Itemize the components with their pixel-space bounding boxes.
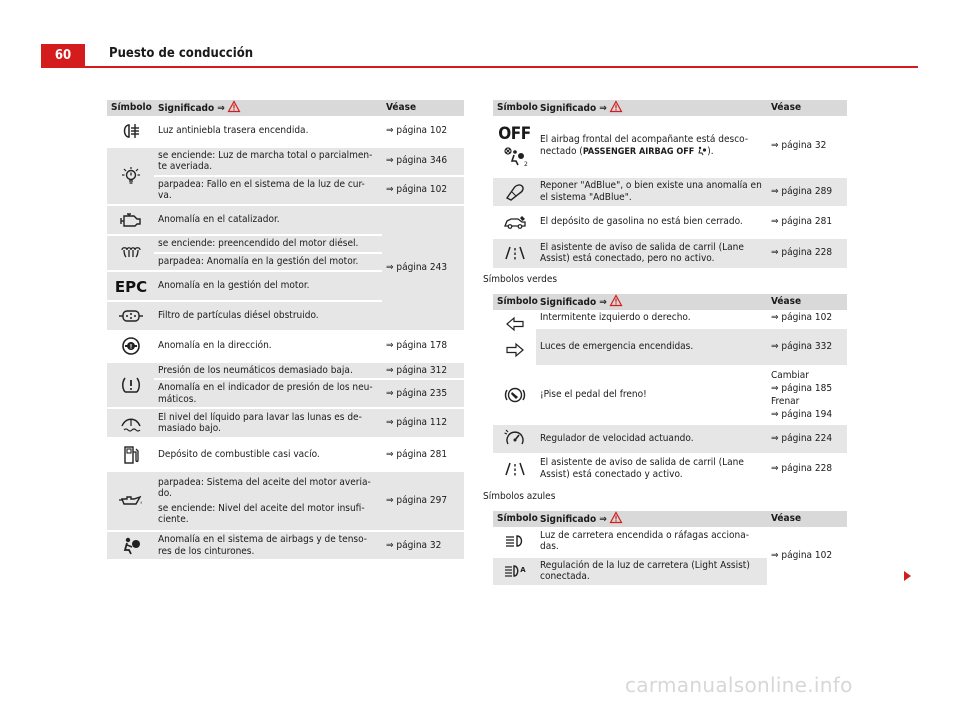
col-symbol: Símbolo [493,511,536,527]
warning-triangle-icon [610,295,622,306]
col-meaning: Significado ⇒ [536,294,767,310]
page-reference: ⇒ página 102 [767,527,847,586]
turn-signal-icons [493,310,536,366]
ref-line: ⇒ página 194 [771,408,833,420]
table-row [493,424,847,454]
fuel-cap-icon [493,207,536,238]
blue-symbol-table [493,511,847,587]
table-row [493,116,847,177]
page-reference: ⇒ página 289 [767,177,847,207]
table-row [493,366,847,424]
lane-assist-active-icon [493,454,536,484]
svg-text:!: ! [129,343,132,351]
row-text: Luz de carretera encendida o ráfagas acciona-das. [536,527,767,557]
continue-arrow-icon [904,571,911,581]
page-reference: ⇒ página 178 [382,331,464,362]
table-row [107,176,464,205]
ref-line: ⇒ página 185 [771,382,833,394]
table-row [493,238,847,269]
warning-triangle-icon [610,512,622,523]
table-row [493,177,847,207]
svg-text:2: 2 [523,160,528,168]
svg-text:EPC: EPC [114,277,147,296]
warning-triangle-icon [610,101,622,112]
page-reference: ⇒ página 224 [767,424,847,454]
airbag-icon [107,531,154,560]
row-text: parpadea: Fallo en el sistema de la luz de cur-va. [154,176,382,205]
ref-line: Frenar [771,395,800,407]
epc-icon [107,271,154,301]
row-text: Anomalía en el sistema de airbags y de tenso-res de los cinturones. [154,531,382,560]
row-text [154,471,382,531]
diesel-particulate-filter-icon [107,301,154,331]
row-text: se enciende: Luz de marcha total o parcialmen-te averiada. [154,147,382,176]
glow-plug-icon [107,235,154,271]
table-row [107,438,464,471]
col-symbol: Símbolo [493,100,536,116]
row-text: Anomalía en el catalizador. [154,205,382,235]
page-reference: ⇒ página 228 [767,454,847,484]
col-symbol: Símbolo [493,294,536,310]
table-row [107,379,464,408]
row-text: Intermitente izquierdo o derecho. [536,310,767,328]
blue-symbols-heading: Símbolos azules [483,491,556,502]
page-reference: ⇒ página 102 [382,116,464,147]
page-reference: ⇒ página 332 [767,328,847,366]
row-text: Anomalía en la gestión del motor. [154,271,382,301]
row-text: El asistente de aviso de salida de carril (Lane Assist) está conectado, pero no activo. [536,238,767,269]
row-text: Filtro de partículas diésel obstruido. [154,301,382,331]
steering-fault-icon [107,331,154,362]
off-label: OFF [498,123,531,144]
lane-assist-icon [493,238,536,269]
catalytic-converter-icon [107,205,154,235]
col-meaning: Significado ⇒ [536,511,767,527]
page-reference: ⇒ página 346 [382,147,464,176]
passenger-airbag-mini-icon [697,146,707,155]
page-reference: ⇒ página 228 [767,238,847,269]
oil-flash-text: parpadea: Sistema del aceite del motor averia-do. [158,476,371,499]
oil-lit-text: se enciende: Nivel del aceite del motor insufi-ciente. [158,502,365,525]
green-symbol-table [493,294,847,485]
page-reference: ⇒ página 281 [767,207,847,238]
row-text: ¡Pise el pedal del freno! [536,366,767,424]
right-symbol-table [493,100,847,270]
bulb-failure-icon [107,147,154,205]
row-text: El airbag frontal del acompañante está desco-nectado (PASSENGER AIRBAG OFF ). [536,116,767,177]
col-see: Véase [767,511,847,527]
row-text: Depósito de combustible casi vacío. [154,438,382,471]
page-title: Puesto de conducción [109,46,254,61]
ref-line: Cambiar [771,369,809,381]
page-number: 60 [41,44,85,68]
row-text: El depósito de gasolina no está bien cerrado. [536,207,767,238]
page-reference: ⇒ página 112 [382,408,464,438]
table-row [493,328,847,366]
page-reference: ⇒ página 235 [382,379,464,408]
col-see: Véase [767,100,847,116]
page-reference: ⇒ página 243 [382,205,464,331]
row-text: Regulación de la luz de carretera (Light Assist) conectada. [536,557,767,586]
row-text: Luz antiniebla trasera encendida. [154,116,382,147]
row-text: El asistente de aviso de salida de carril (Lane Assist) está conectado y activo. [536,454,767,484]
oil-can-icon [107,471,154,531]
passenger-airbag-off-badge: PASSENGER AIRBAG OFF [582,146,695,157]
row-text: se enciende: preencendido del motor diésel. [154,235,382,253]
page-reference: ⇒ página 312 [382,362,464,380]
left-symbol-table [107,100,464,561]
table-row [107,331,464,362]
table-row [107,362,464,380]
table-row [107,147,464,176]
row-text: Luces de emergencia encendidas. [536,328,767,366]
table-row [493,310,847,328]
table-row [107,408,464,438]
col-see: Véase [382,100,464,116]
rear-fog-light-icon [107,116,154,147]
light-assist-icon [493,557,536,586]
row-text: Anomalía en la dirección. [154,331,382,362]
col-meaning: Significado ⇒ [536,100,767,116]
row-text: Anomalía en el indicador de presión de los neu-máticos. [154,379,382,408]
row-text: Reponer "AdBlue", o bien existe una anomalía en el sistema "AdBlue". [536,177,767,207]
svg-text:A: A [519,566,526,574]
col-see: Véase [767,294,847,310]
header-rule [41,66,918,68]
tire-pressure-icon [107,362,154,409]
page-reference: ⇒ página 102 [382,176,464,205]
table-row [107,531,464,560]
adblue-icon [493,177,536,207]
washer-fluid-icon [107,408,154,438]
row-text: Presión de los neumáticos demasiado baja. [154,362,382,380]
turn-signal-left-icon [506,317,524,331]
page-reference: ⇒ página 297 [382,471,464,531]
brake-pedal-icon [493,366,536,424]
page-reference: ⇒ página 32 [767,116,847,177]
col-meaning: Significado ⇒ [154,100,382,116]
table-row [493,454,847,484]
watermark: carmanualsonline.info [625,673,853,697]
table-row [107,205,464,235]
row-text: El nivel del líquido para lavar las lunas es de-masiado bajo. [154,408,382,438]
high-beam-icon [493,527,536,557]
green-symbols-heading: Símbolos verdes [483,274,558,285]
turn-signal-right-icon [506,343,524,357]
row-text: parpadea: Anomalía en la gestión del motor. [154,253,382,271]
table-row [493,207,847,238]
table-row [107,116,464,147]
table-row [493,527,847,557]
warning-triangle-icon [228,101,240,112]
page-reference: ⇒ página 281 [382,438,464,471]
page-reference: ⇒ página 32 [382,531,464,560]
col-symbol: Símbolo [107,100,154,116]
cruise-control-icon [493,424,536,454]
page-reference [767,366,847,424]
page-reference: ⇒ página 102 [767,310,847,328]
table-row [107,471,464,531]
row-text: Regulador de velocidad actuando. [536,424,767,454]
fuel-pump-icon [107,438,154,471]
passenger-airbag-off-icon [493,116,536,177]
